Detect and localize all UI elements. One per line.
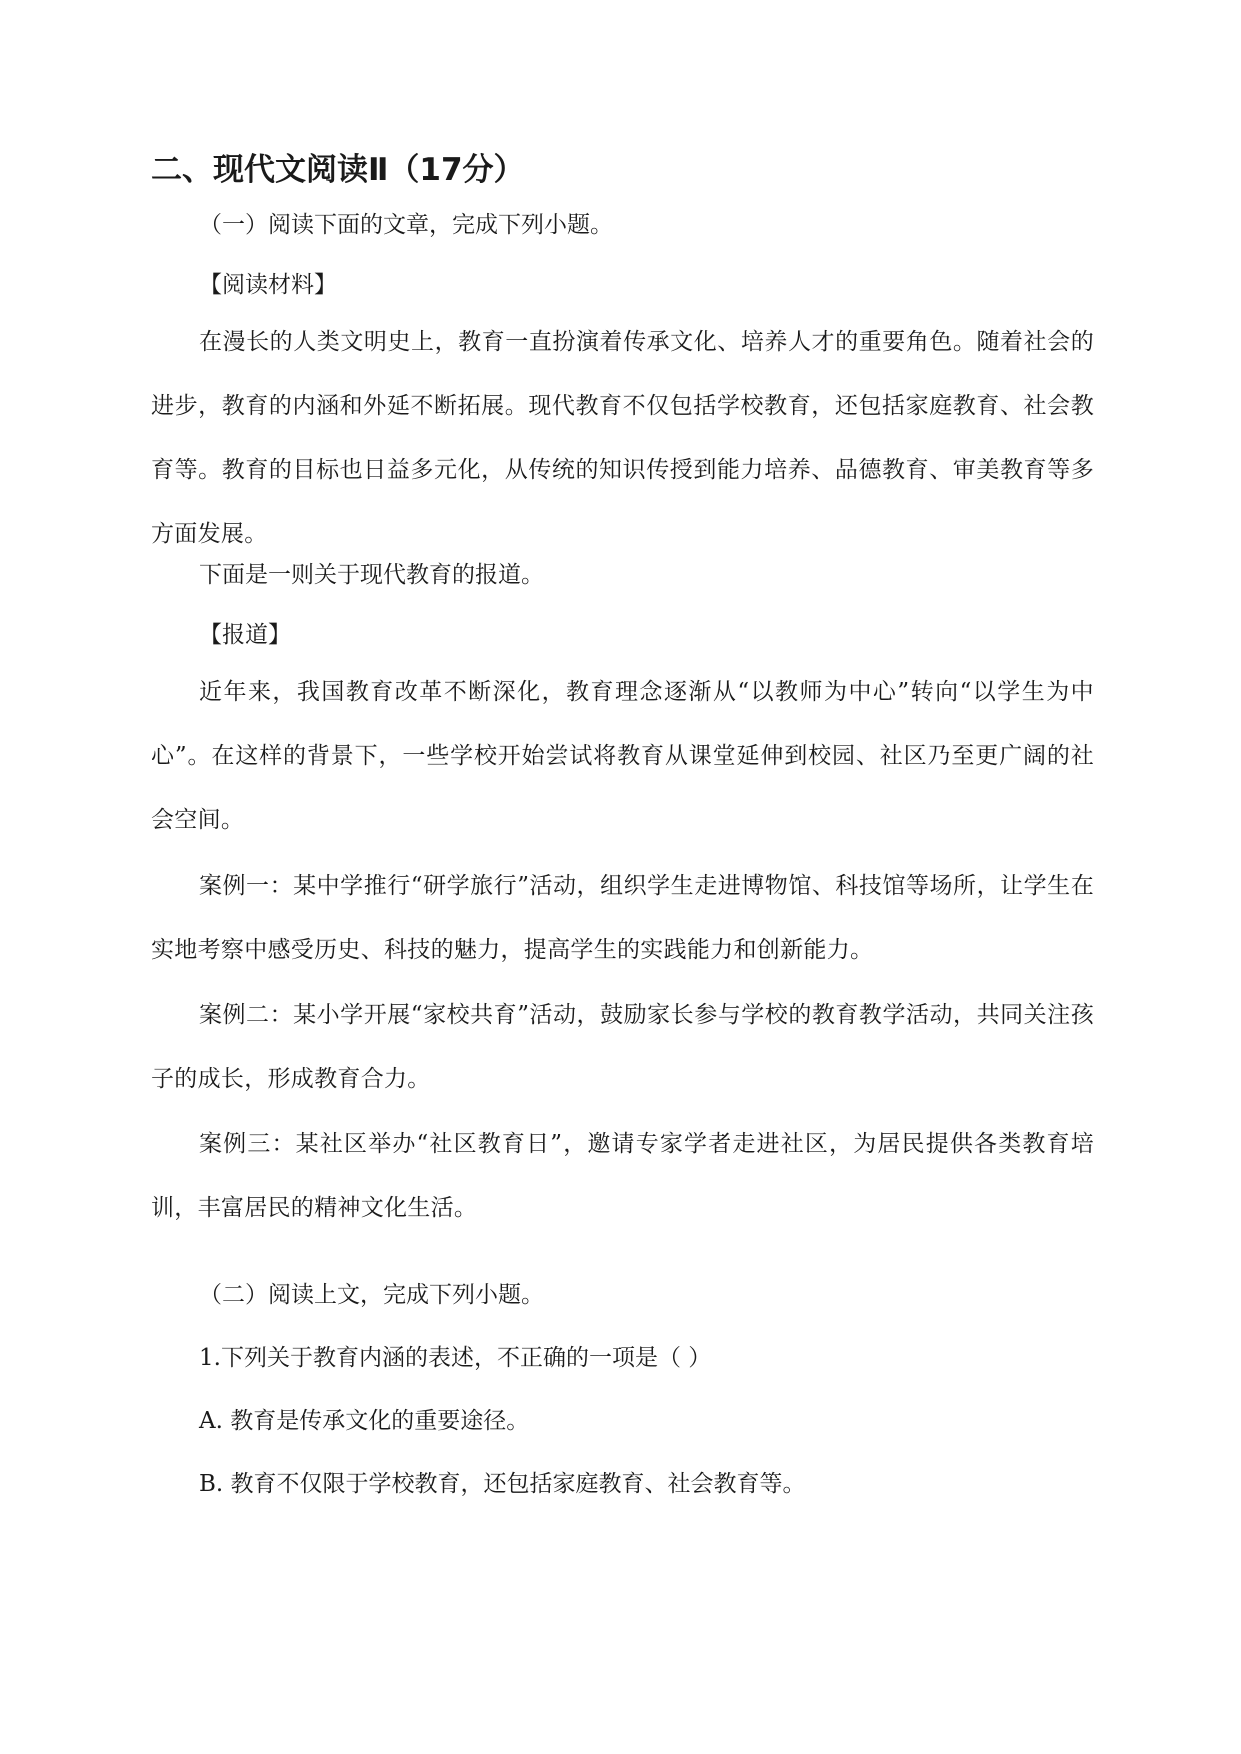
report-intro-line: 下面是一则关于现代教育的报道。 (199, 562, 544, 588)
question-1-option-a: A. 教育是传承文化的重要途径。 (199, 1408, 530, 1434)
material-paragraph: 在漫长的人类文明史上，教育一直扮演着传承文化、培养人才的重要角色。随着社会的进步，教育的内涵和外延不断拓展。现代教育不仅包括学校教育，还包括家庭教育、社会教育等。教育的目标也日益多元化，从传统的知识传授到能力培养、品德教育、审美教育等多方面发展。 (151, 329, 1094, 547)
instruction-reading: （一）阅读下面的文章，完成下列小题。 (199, 212, 613, 238)
question-1-stem: 1.下列关于教育内涵的表述，不正确的一项是（ ） (199, 1345, 712, 1371)
section-title: 二、现代文阅读Ⅱ（17分） (151, 152, 525, 188)
report-heading: 【报道】 (199, 622, 291, 648)
material-heading: 【阅读材料】 (199, 272, 337, 298)
question-1-option-b: B. 教育不仅限于学校教育，还包括家庭教育、社会教育等。 (199, 1471, 806, 1497)
report-paragraph: 近年来，我国教育改革不断深化，教育理念逐渐从“以教师为中心”转向“以学生为中心”。在这样的背景下，一些学校开始尝试将教育从课堂延伸到校园、社区乃至更广阔的社会空间。 (151, 679, 1094, 833)
case-two-paragraph: 案例二：某小学开展“家校共育”活动，鼓励家长参与学校的教育教学活动，共同关注孩子的成长，形成教育合力。 (151, 1002, 1094, 1092)
case-one-paragraph: 案例一：某中学推行“研学旅行”活动，组织学生走进博物馆、科技馆等场所，让学生在实地考察中感受历史、科技的魅力，提高学生的实践能力和创新能力。 (151, 873, 1094, 963)
case-three-paragraph: 案例三：某社区举办“社区教育日”，邀请专家学者走进社区，为居民提供各类教育培训，丰富居民的精神文化生活。 (151, 1131, 1094, 1221)
instruction-questions: （二）阅读上文，完成下列小题。 (199, 1282, 544, 1308)
